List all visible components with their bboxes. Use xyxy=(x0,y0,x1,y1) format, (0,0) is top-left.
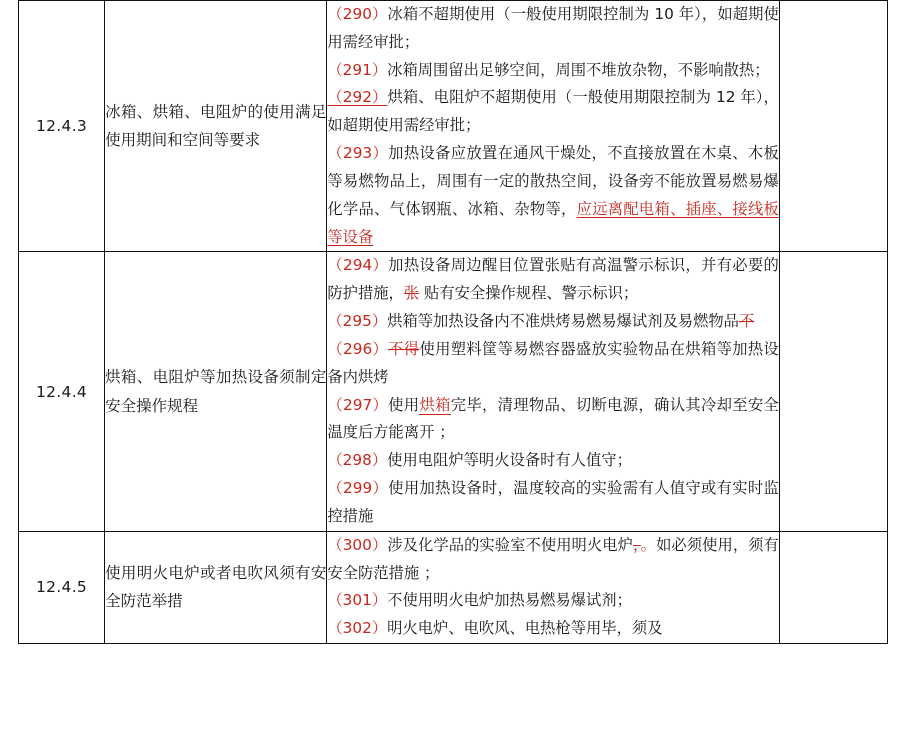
item-number: （296） xyxy=(327,339,389,358)
item-inserted-punct: 。 xyxy=(640,535,657,554)
row-requirement: 使用明火电炉或者电吹风须有安全防范举措 xyxy=(105,563,327,611)
item-struck-text: 张 xyxy=(403,284,420,303)
row-code-cell xyxy=(19,252,105,531)
table-row xyxy=(19,531,888,643)
list-item xyxy=(327,336,779,392)
item-number: （302） xyxy=(327,619,388,638)
row-code: 12.4.5 xyxy=(35,578,88,597)
list-item xyxy=(327,1,779,57)
row-requirement: 烘箱、电阻炉等加热设备须制定安全操作规程 xyxy=(105,367,327,415)
row-code-cell xyxy=(19,531,105,643)
item-tail-text: 完毕，清理物品、切断电源，确认其冷却至安全温度后方能离开 ； xyxy=(327,395,779,442)
row-requirement-cell xyxy=(105,1,327,252)
item-number: （301） xyxy=(327,591,388,610)
list-item xyxy=(327,532,779,588)
item-tail-text: 贴有安全操作规程、警示标识； xyxy=(419,284,639,303)
list-item xyxy=(327,587,779,615)
list-item xyxy=(327,57,779,85)
item-number: （299） xyxy=(327,479,389,498)
list-item xyxy=(327,392,779,448)
item-highlight-text: 烘箱 xyxy=(419,395,451,414)
row-note-cell xyxy=(779,252,887,531)
row-requirement-cell xyxy=(105,531,327,643)
item-text: 使用加热设备时，温度较高的实验需有人值守或有实时监控措施 xyxy=(327,479,779,525)
item-number: （290） xyxy=(327,5,388,23)
item-struck-text: 不得 xyxy=(388,339,420,358)
row-items-cell xyxy=(327,1,780,252)
item-number: （293） xyxy=(327,144,389,163)
table-row xyxy=(19,252,888,531)
row-items-cell xyxy=(327,252,780,531)
item-number: （298） xyxy=(327,451,388,470)
item-tail-text: 如必须使用，须有安全防范措施 ； xyxy=(327,535,779,582)
item-number: （291） xyxy=(327,60,388,79)
item-text: 不使用明火电炉加热易燃易爆试剂； xyxy=(387,591,632,610)
row-requirement: 冰箱、烘箱、电阻炉的使用满足使用期间和空间等要求 xyxy=(105,102,327,150)
item-text: 加热设备周边醒目位置张贴有高温警示标识，并有必要的防护措施， xyxy=(327,256,779,303)
row-items-cell xyxy=(327,531,780,643)
item-number: （294） xyxy=(327,256,389,275)
list-item xyxy=(327,475,779,531)
item-text: 使用塑料筐等易燃容器盛放实验物品在烘箱等加热设备内烘烤 xyxy=(327,339,779,386)
checklist-table xyxy=(18,0,888,644)
list-item xyxy=(327,140,779,251)
list-item xyxy=(327,252,779,308)
item-inserted-text: 应远离配电箱、插座、接线板等设备 xyxy=(327,199,779,246)
list-item xyxy=(327,447,779,475)
row-code: 12.4.3 xyxy=(35,117,88,136)
item-text: 使用电阻炉等明火设备时有人值守； xyxy=(387,451,632,470)
item-number: （300） xyxy=(327,535,388,554)
item-text: 涉及化学品的实验室不使用明火电炉 xyxy=(387,535,633,554)
row-note-cell xyxy=(779,531,887,643)
item-text: 冰箱周围留出足够空间，周围不堆放杂物，不影响散热； xyxy=(387,60,770,79)
item-number: （292） xyxy=(327,88,388,107)
item-text: 烘箱等加热设备内不准烘烤易燃易爆试剂及易燃物品 xyxy=(387,312,739,331)
item-text: 烘箱、电阻炉不超期使用（一般使用期限控制为 12 年），如超期使用需经审批； xyxy=(327,88,779,135)
row-requirement-cell xyxy=(105,252,327,531)
item-number: （297） xyxy=(327,395,389,414)
row-code: 12.4.4 xyxy=(35,382,88,401)
list-item xyxy=(327,308,779,336)
table-row xyxy=(19,1,888,252)
item-text: 明火电炉、电吹风、电热枪等用毕，须及 xyxy=(387,619,663,638)
item-text: 加热设备应放置在通风干燥处，不直接放置在木桌、木板等易燃物品上，周围有一定的散热空间，设备旁不能放置易燃易爆化学品、气体钢瓶、冰箱、杂物等， xyxy=(327,144,779,218)
item-number: （295） xyxy=(327,312,388,331)
item-struck-text: 不 xyxy=(738,312,755,331)
item-text: 使用 xyxy=(388,395,420,414)
item-struck-text: ， xyxy=(632,535,641,554)
list-item xyxy=(327,615,779,643)
list-item xyxy=(327,84,779,140)
item-text: 冰箱不超期使用（一般使用期限控制为 10 年），如超期使用需经审批； xyxy=(327,5,779,51)
row-note-cell xyxy=(779,1,887,252)
row-code-cell xyxy=(19,1,105,252)
